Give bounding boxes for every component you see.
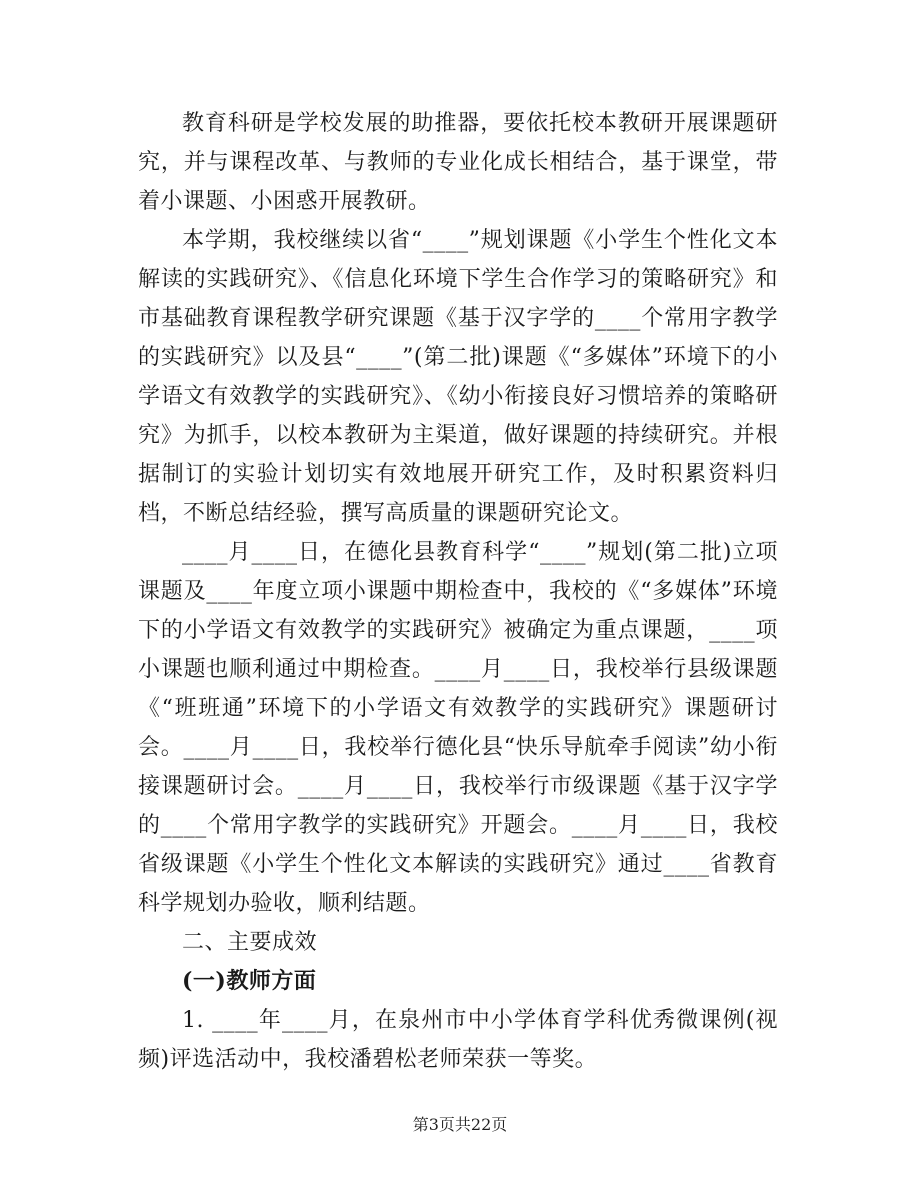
paragraph-research-intro: 教育科研是学校发展的助推器，要依托校本教研开展课题研究，并与课程改革、与教师的专业化成长相结合，基于课堂，带着小课题、小困惑开展教研。 <box>138 111 778 214</box>
page-number: 第3页共22页 <box>412 1115 508 1134</box>
subsection-heading: (一)教师方面 <box>182 968 317 994</box>
section-heading: 二、主要成效 <box>182 930 318 955</box>
document-body <box>138 104 778 1079</box>
paragraph-project-events: ____月____日，在德化县教育科学“____”规划(第二批)立项课题及____年度立项小课题中期检查中，我校的《“多媒体”环境下的小学语文有效教学的实践研究》被确定为重点课题，____项小课题也顺利通过中期检查。____月____日，我校举行县级课题《“班班通”环境下的小学语文有效教学的实践研究》课题研讨会。____月____日，我校举行德化县“快乐导航牵手阅读”幼小衔接课题研讨会。____月____日，我校举行市级课题《基于汉字学的____个常用字教学的实践研究》开题会。____月____日，我校省级课题《小学生个性化文本解读的实践研究》通过____省教育科学规划办验收，顺利结题。 <box>138 540 778 916</box>
list-item-1: 1. ____年____月，在泉州市中小学体育学科优秀微课例(视频)评选活动中，我校潘碧松老师荣获一等奖。 <box>138 1008 778 1072</box>
paragraph-semester-projects: 本学期，我校继续以省“____”规划课题《小学生个性化文本解读的实践研究》、《信息化环境下学生合作学习的策略研究》和市基础教育课程教学研究课题《基于汉字学的____个常用字教学的实践研究》以及县“____”(第二批)课题《“多媒体”环境下的小学语文有效教学的实践研究》、《幼小衔接良好习惯培养的策略研究》为抓手，以校本教研为主渠道，做好课题的持续研究。并根据制订的实验计划切实有效地展开研究工作，及时积累资料归档，不断总结经验，撰写高质量的课题研究论文。 <box>138 228 778 526</box>
